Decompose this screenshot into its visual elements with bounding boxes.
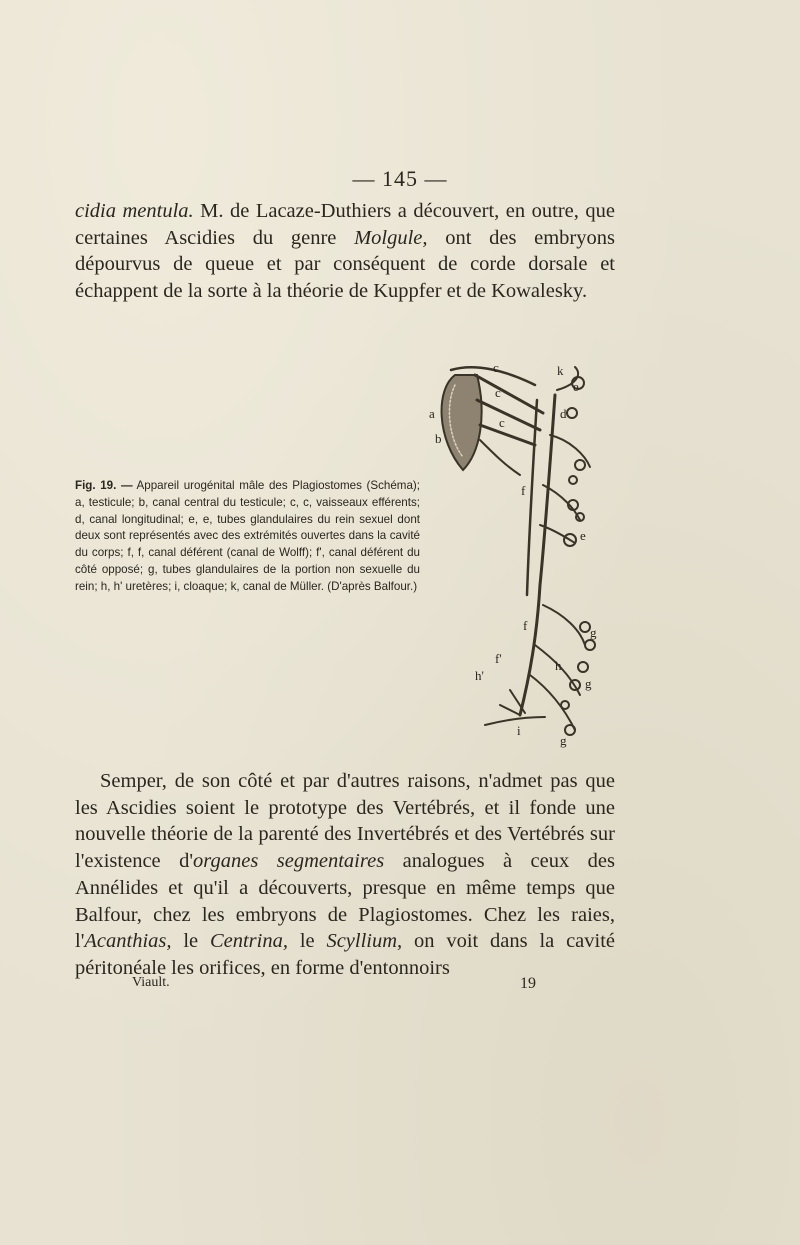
label-k: k <box>557 363 564 378</box>
label-h-prime: h' <box>475 668 484 683</box>
efferent-vessel-3 <box>480 425 535 445</box>
genus-name: Molgule, <box>354 226 428 249</box>
paragraph-2-text-3: le <box>171 930 210 953</box>
label-a: a <box>429 406 435 421</box>
urogenital-diagram <box>425 345 615 750</box>
efferent-vessel-1 <box>475 375 543 413</box>
species-name: cidia mentula. <box>75 200 194 222</box>
label-e-2: e <box>580 528 586 543</box>
paragraph-2-italic-4: Scyllium, <box>326 930 403 953</box>
figure-caption-text: Appareil urogénital mâle des Plagiostomes (Schéma); a, testicule; b, canal central du testicule; c, c, vaisseaux efférents; d, canal longitudinal; e, e, tubes glandulaires du rein sexuel dont deux sont représentés avec des extrémités ouvertes dans la cavité du corps; f, f, canal déférent (canal de Wolff); f', canal déférent du côté opposé; g, tubes glandulaires de la portion non sexuelle du rein; h, h' uretères; i, cloaque; k, canal de Müller. (D'après Balfour.) <box>75 479 420 593</box>
figure-caption-label: Fig. 19. — <box>75 479 133 492</box>
page-number: — 145 — <box>352 166 448 191</box>
paragraph-1-text-b: ont des embryons dépourvus de queue et par conséquent de corde dorsale et échappent de la sorte à la théorie de Kuppfer et de Kowalesky. <box>75 226 615 303</box>
paragraph-1-text-a: M. de Lacaze-Duthiers a découvert, en outre, que certaines Ascidies du genre <box>75 200 615 249</box>
paragraph-2-text-4: le <box>288 930 327 953</box>
footer-author: Viault. <box>132 975 170 990</box>
paragraph-2 <box>75 768 615 982</box>
label-d: d <box>560 406 567 421</box>
label-e-1: e <box>573 379 579 394</box>
paragraph-2-text-5: on voit dans la cavité péritonéale les orifices, en forme d'entonnoirs <box>75 930 616 979</box>
label-g-1: g <box>590 625 597 640</box>
label-f-2: f <box>523 618 528 633</box>
footer-signature: 19 <box>520 975 536 992</box>
label-f-prime: f' <box>495 651 502 666</box>
paragraph-2-italic-3: Centrina, <box>209 930 288 953</box>
paragraph-2-italic-1: organes segmentaires <box>193 850 385 873</box>
label-c-3: c <box>499 415 505 430</box>
paragraph-2-text-2: analogues à ceux des Annélides et qu'il a découverts, presque en même temps que Balfour, chez les embryons de Plagiostomes. Chez les raies, l' <box>75 850 615 953</box>
label-b: b <box>435 431 442 446</box>
label-f-1: f <box>521 483 526 498</box>
paragraph-1 <box>75 198 615 305</box>
paragraph-2-italic-2: Acanthias, <box>84 930 172 953</box>
label-i: i <box>517 723 521 738</box>
label-c-2: c <box>495 385 501 400</box>
paragraph-2-text-1: Semper, de son côté et par d'autres raisons, n'admet pas que les Ascidies soient le prototype des Vertébrés, et il fonde une nouvelle théorie de la parenté des Invertébrés et des Vertébrés sur l'existence d' <box>75 770 615 873</box>
label-g-2: g <box>585 676 592 691</box>
figure-caption <box>75 478 420 596</box>
label-g-3: g <box>560 733 567 748</box>
label-h: h <box>555 658 562 673</box>
label-c-1: c <box>493 360 499 375</box>
